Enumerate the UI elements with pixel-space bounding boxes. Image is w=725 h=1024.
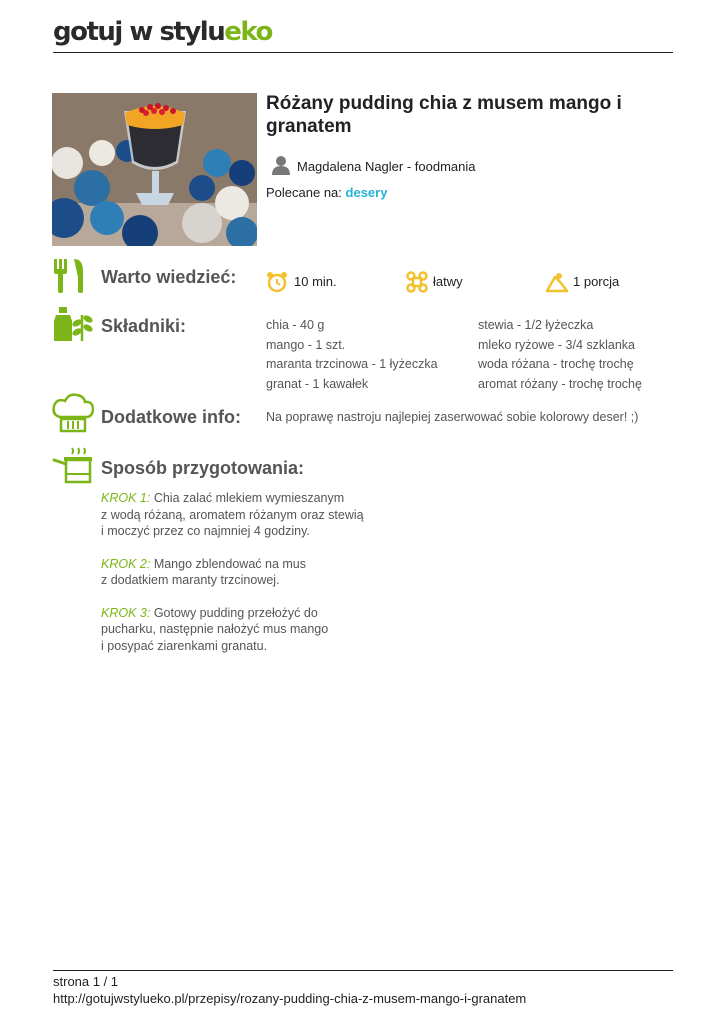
cutlery-icon: [52, 257, 90, 300]
step-label: KROK 3:: [101, 605, 151, 620]
step-3: [101, 605, 501, 655]
ingredient-item: granat - 1 kawałek: [266, 376, 369, 391]
step-text-line: Gotowy pudding przełożyć do: [153, 605, 318, 620]
ingredients-heading: Składniki:: [101, 316, 187, 336]
recipe-author[interactable]: Magdalena Nagler - foodmania: [297, 159, 476, 174]
source-url[interactable]: http://gotujwstylueko.pl/przepisy/rozany-pudding-chia-z-musem-mango-i-granatem: [53, 991, 527, 1006]
ingredient-item: stewia - 1/2 łyżeczka: [478, 318, 594, 332]
step-text-line: i posypać ziarenkami granatu.: [101, 638, 268, 653]
header-divider: [53, 52, 673, 53]
extra-info-text: Na poprawę nastroju najlepiej zaserwować sobie kolorowy deser! ;): [266, 410, 639, 424]
oil-herb-icon: [52, 305, 96, 348]
preparation-heading: Sposób przygotowania:: [101, 458, 305, 478]
servings-icon: [545, 271, 569, 298]
difficulty-level: łatwy: [433, 274, 463, 289]
ingredient-item: woda różana - trochę trochę: [478, 357, 634, 371]
recipe-photo: [52, 93, 257, 246]
ingredient-item: mango - 1 szt.: [266, 337, 346, 352]
recommended-label: Polecane na:: [266, 185, 342, 200]
ingredient-item: mleko ryżowe - 3/4 szklanka: [478, 337, 636, 352]
alarm-clock-icon: [266, 271, 288, 298]
step-text-line: z dodatkiem maranty trzcinowej.: [101, 573, 280, 587]
pot-icon: [52, 446, 98, 491]
ingredients-list-left: [266, 316, 438, 394]
footer-divider: [53, 970, 673, 971]
difficulty-icon: [406, 271, 428, 298]
step-text-line: pucharku, następnie nałożyć mus mango: [101, 622, 329, 636]
logo-text-main: gotuj w stylu: [53, 17, 225, 47]
recipe-photo-illustration: [52, 93, 257, 246]
preparation-steps: [101, 490, 501, 654]
step-text-line: Mango zblendować na mus: [153, 556, 306, 571]
info-heading: Warto wiedzieć:: [101, 267, 237, 287]
step-label: KROK 1:: [101, 491, 151, 505]
ingredient-item: aromat różany - trochę trochę: [478, 376, 642, 391]
recommended-category-link[interactable]: desery: [345, 185, 388, 200]
extra-info-heading: Dodatkowe info:: [101, 407, 241, 427]
site-logo[interactable]: [53, 16, 272, 48]
chef-hat-icon: [52, 393, 94, 438]
recipe-title: Różany pudding chia z musem mango i granatem: [266, 93, 622, 137]
logo-text-eko: eko: [224, 17, 272, 47]
servings-count: 1 porcja: [573, 274, 620, 289]
user-icon: [271, 155, 291, 180]
step-text-line: z wodą różaną, aromatem różanym oraz stewią: [101, 507, 364, 522]
step-1: [101, 490, 501, 540]
ingredient-item: maranta trzcinowa - 1 łyżeczka: [266, 357, 438, 371]
prep-time: 10 min.: [294, 274, 337, 289]
ingredients-list-right: [478, 316, 642, 394]
recommended-line: [266, 185, 387, 200]
step-text-line: Chia zalać mlekiem wymieszanym: [153, 491, 345, 505]
page-number: strona 1 / 1: [53, 974, 119, 989]
step-2: [101, 556, 501, 589]
step-label: KROK 2:: [101, 556, 151, 571]
step-text-line: i moczyć przez co najmniej 4 godziny.: [101, 524, 310, 538]
ingredient-item: chia - 40 g: [266, 318, 325, 332]
